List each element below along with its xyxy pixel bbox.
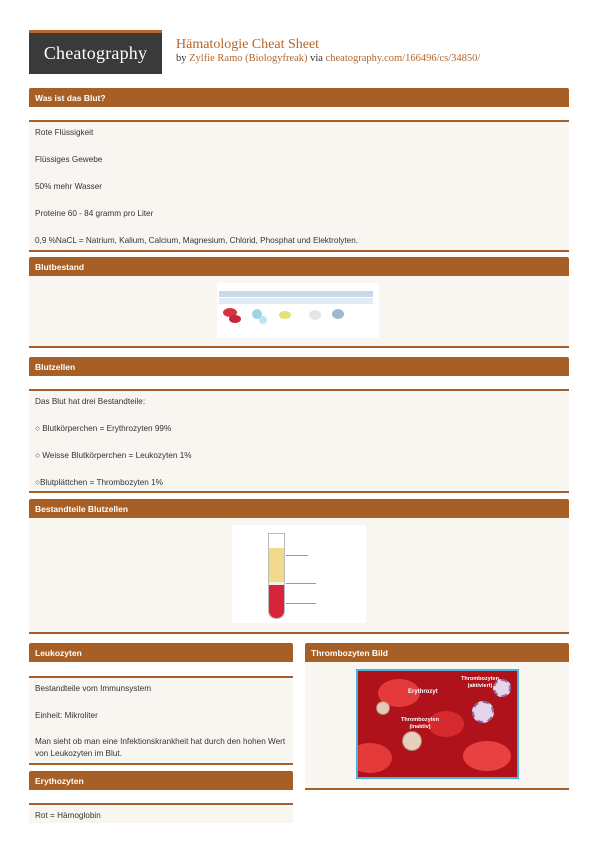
section-title: Bestandteile Blutzellen: [35, 503, 129, 514]
byline-via: via: [310, 53, 323, 64]
section-title: Thrombozyten Bild: [311, 647, 388, 658]
text-line: Man sieht ob man eine Infektionskrankheit hat durch den hohen Wert von Leukozyten im Blut.: [35, 737, 286, 758]
section-body-bestandteile: [29, 518, 569, 634]
section-header-blutzellen: [29, 357, 569, 376]
text-line: Bestandteile vom Immunsystem: [35, 684, 152, 693]
section-body-blutzellen: [29, 389, 569, 493]
thrombocyte-image: [356, 669, 519, 779]
section-title: Blutzellen: [35, 361, 76, 372]
section-body-leukozyten: [29, 676, 293, 765]
blood-tube-image: [232, 525, 366, 623]
section-header-blut: [29, 88, 569, 107]
label-thrombozyten-inaktiv: Thrombozyten (inaktiv): [401, 717, 439, 730]
blood-composition-image: [217, 283, 379, 338]
text-line: 50% mehr Wasser: [35, 182, 103, 191]
sheet-url-link[interactable]: cheatography.com/166496/cs/34850/: [325, 53, 481, 64]
byline-prefix: by: [176, 53, 187, 64]
section-title: Was ist das Blut?: [35, 92, 106, 103]
text-line: Flüssiges Gewebe: [35, 155, 103, 164]
author-link[interactable]: Zylfie Ramo (Biologyfreak): [189, 53, 308, 64]
section-header-erythrozyten: [29, 771, 293, 790]
text-line: Rot = Hämoglobin: [35, 811, 101, 820]
section-body-erythrozyten: [29, 803, 293, 823]
text-line: Einheit: Mikroliter: [35, 711, 98, 720]
label-erythrozyt: Erythrozyt: [408, 689, 438, 695]
section-body-blutbestand: [29, 276, 569, 348]
text-line: 0,9 %NaCL = Natrium, Kalium, Calcium, Magnesium, Chlorid, Phosphat und Elektrolyten.: [35, 236, 359, 245]
text-line: Proteine 60 - 84 gramm pro Liter: [35, 209, 154, 218]
cheatography-logo[interactable]: Cheatography: [29, 30, 162, 74]
section-header-thrombozyten-bild: [305, 643, 569, 662]
section-body-blut: [29, 120, 569, 252]
section-title: Erythozyten: [35, 775, 84, 786]
section-body-thrombozyten-bild: [305, 662, 569, 790]
byline: [176, 53, 480, 64]
label-thrombozyten-aktiviert: Thrombozyten (aktiviert): [461, 676, 499, 689]
page-title: Hämatologie Cheat Sheet: [176, 37, 320, 52]
section-title: Blutbestand: [35, 261, 85, 272]
text-line: Rote Flüssigkeit: [35, 128, 94, 137]
section-header-blutbestand: [29, 257, 569, 276]
text-line: ○ Weisse Blutkörperchen = Leukozyten 1%: [35, 451, 192, 460]
text-line: ○Blutplättchen = Thrombozyten 1%: [35, 478, 163, 487]
section-header-leukozyten: [29, 643, 293, 662]
section-header-bestandteile: [29, 499, 569, 518]
section-title: Leukozyten: [35, 647, 82, 658]
text-line: Das Blut hat drei Bestandteile:: [35, 397, 146, 406]
text-line: ○ Blutkörperchen = Erythrozyten 99%: [35, 424, 172, 433]
